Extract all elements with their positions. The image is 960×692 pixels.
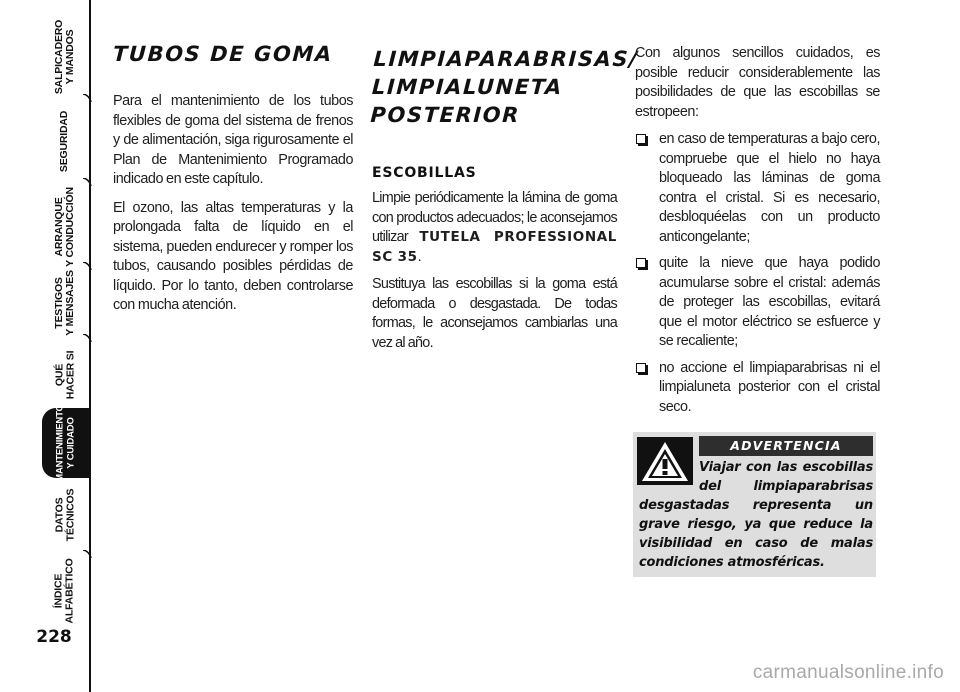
care-list [635, 130, 880, 417]
tab-divider [83, 178, 93, 186]
paragraph-text: Limpie periódicamente la lámina de goma con productos adecuados; le aconsejamos utilizar [372, 190, 617, 245]
paragraph: El ozono, las altas temperaturas y la prolongada falta de líquido en el sistema, pueden endurecer y romper los tubos, causando posibles pérdidas de líquido. Por lo tanto, deben controlarse con mucha atención. [113, 199, 353, 313]
paragraph-text: . [417, 248, 421, 265]
tab-label: MANTENIMIENTO Y CUIDADO [55, 404, 78, 482]
section-care-tips [635, 44, 880, 424]
tab-mantenimiento-y-cuidado[interactable] [42, 404, 90, 482]
tab-arranque-y-conduccion[interactable] [40, 187, 90, 267]
tab-datos-tecnicos[interactable] [40, 480, 90, 550]
tab-label: ARRANQUE Y CONDUCCIÓN [53, 187, 77, 267]
tab-label: ÍNDICE ALFABÉTICO [53, 558, 76, 624]
tab-label: TESTIGOS Y MENSAJES [53, 270, 76, 336]
subsection-title: ESCOBILLAS [372, 165, 477, 181]
warning-banner: ADVERTENCIA [699, 436, 873, 456]
checkbox-bullet-icon [636, 258, 646, 268]
section-tab-index [0, 0, 100, 692]
paragraph [372, 189, 617, 267]
section-title: LIMPIAPARABRISAS/ LIMPIALUNETA POSTERIOR [369, 47, 640, 127]
tab-label: SEGURIDAD [58, 110, 71, 172]
tab-label: DATOS TÉCNICOS [53, 488, 76, 542]
tab-testigos-y-mensajes[interactable] [40, 268, 90, 338]
product-name: TUTELA PROFESSIONAL SC 35 [372, 229, 617, 265]
checkbox-bullet-icon [636, 363, 646, 373]
checkbox-bullet-icon [636, 134, 646, 144]
section-title: TUBOS DE GOMA [112, 42, 334, 66]
list-item [635, 130, 880, 247]
list-item [635, 359, 880, 418]
paragraph: Para el mantenimiento de los tubos flexibles de goma del sistema de frenos y de alimentación, siga rigurosamente el Plan de Mantenimiento Programado indicado en este capítulo. [113, 93, 353, 187]
tab-seguridad[interactable] [40, 106, 90, 176]
section-tubos-de-goma [113, 40, 353, 325]
watermark: carmanualsonline.info [752, 662, 944, 683]
tab-que-hacer-si[interactable] [40, 340, 90, 410]
list-item-text: en caso de temperaturas a bajo cero, compruebe que el hielo no haya bloqueado las láminas de goma contra el cristal. Si es necesario, desbloquéelas con un producto anticongelante; [659, 131, 880, 245]
warning-text: Viajar con las escobillas del limpiaparabrisas desgastadas representa un grave riesgo, ya que reduce la visibilidad en caso de malas condiciones atmosféricas. [639, 460, 873, 570]
list-item [635, 254, 880, 352]
list-item-text: quite la nieve que haya podido acumularse sobre el cristal: además de proteger las escobillas, evitará que el motor eléctrico se esfuerce y se recaliente; [659, 255, 880, 349]
intro-paragraph: Con algunos sencillos cuidados, es posible reducir considerablemente las posibilidades de que las escobillas se estropeen: [635, 45, 880, 120]
tab-label: SALPICADERO Y MANDOS [53, 19, 77, 95]
page-number: 228 [36, 627, 72, 647]
tab-label: QUÉ HACER SI [52, 350, 76, 400]
tab-indice-alfabetico[interactable] [40, 556, 90, 626]
tab-divider [83, 94, 93, 102]
list-item-text: no accione el limpiaparabrisas ni el limpialuneta posterior con el cristal seco. [659, 359, 880, 415]
paragraph: Sustituya las escobillas si la goma está deformada o desgastada. De todas formas, le aconsejamos cambiarlas una vez al año. [372, 276, 617, 351]
section-limpiaparabrisas [369, 40, 640, 361]
warning-box [633, 432, 876, 577]
tab-salpicadero-y-mandos[interactable] [40, 19, 90, 95]
